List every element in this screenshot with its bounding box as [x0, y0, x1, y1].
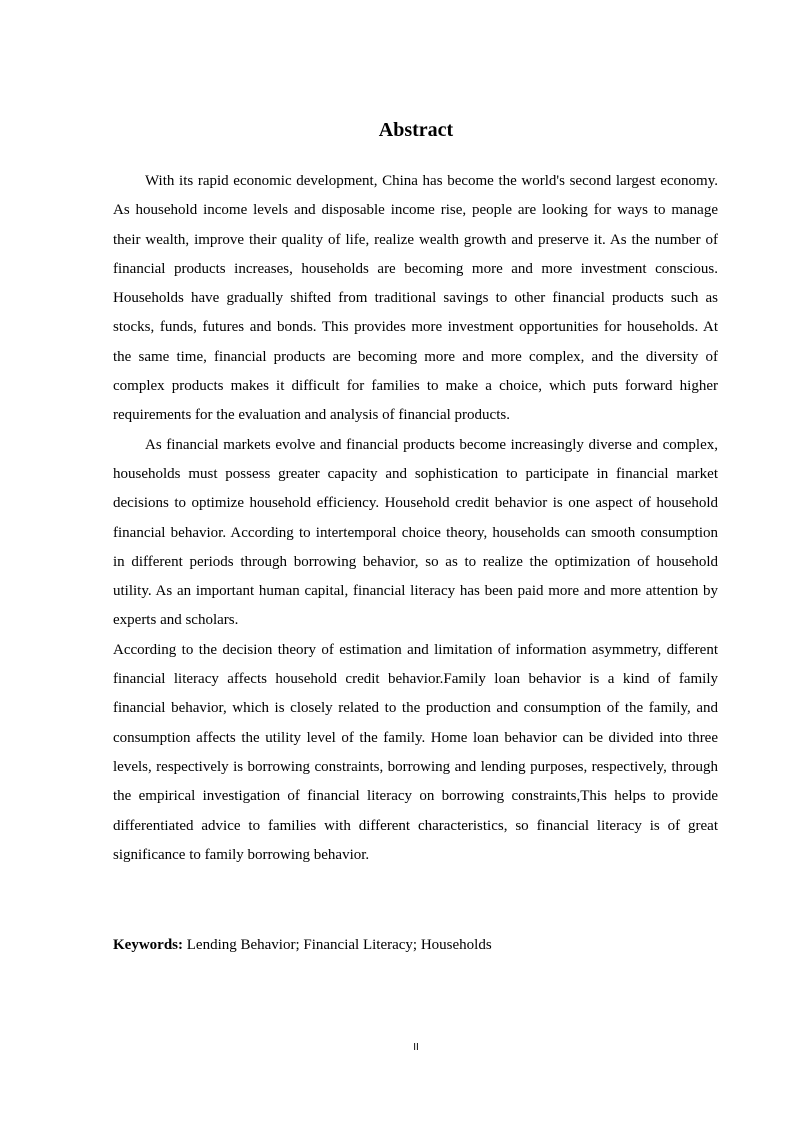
keywords-text: Lending Behavior; Financial Literacy; Households [183, 937, 492, 953]
abstract-heading: Abstract [378, 119, 454, 141]
keywords-label: Keywords: [113, 937, 183, 953]
paragraph-2: As financial markets evolve and financial products become increasingly diverse and complex, households must possess greater capacity and sophistication to participate in financial market decisions to optimize household efficiency. Household credit behavior is one aspect of household financial behavior. According to intertemporal choice theory, households can smooth consumption in different periods through borrowing behavior, so as to realize the optimization of household utility. As an important human capital, financial literacy has been paid more and more attention by experts and scholars. [113, 436, 718, 629]
paragraph-1: With its rapid economic development, China has become the world's second largest economy. As household income levels and disposable income rise, people are looking for ways to manage their wealth, improve their quality of life, realize wealth growth and preserve it. As the number of financial products increases, households are becoming more and more investment conscious. Households have gradually shifted from traditional savings to other financial products such as stocks, funds, futures and bonds. This provides more investment opportunities for households. At the same time, financial products are becoming more and more complex, and the diversity of complex products makes it difficult for families to make a choice, which puts forward higher requirements for the evaluation and analysis of financial products. [113, 173, 718, 424]
page-number: II [413, 1042, 419, 1053]
abstract-body [113, 167, 718, 870]
keywords-line [113, 931, 718, 960]
paragraph-3: According to the decision theory of estimation and limitation of information asymmetry, different financial literacy affects household credit behavior.Family loan behavior is a kind of family financial behavior, which is closely related to the production and consumption of the family, and consumption affects the utility level of the family. Home loan behavior can be divided into three levels, respectively is borrowing constraints, borrowing and lending purposes, respectively, through the empirical investigation of financial literacy on borrowing constraints,This helps to provide differentiated advice to families with different characteristics, so financial literacy is of great significance to family borrowing behavior. [113, 641, 718, 863]
